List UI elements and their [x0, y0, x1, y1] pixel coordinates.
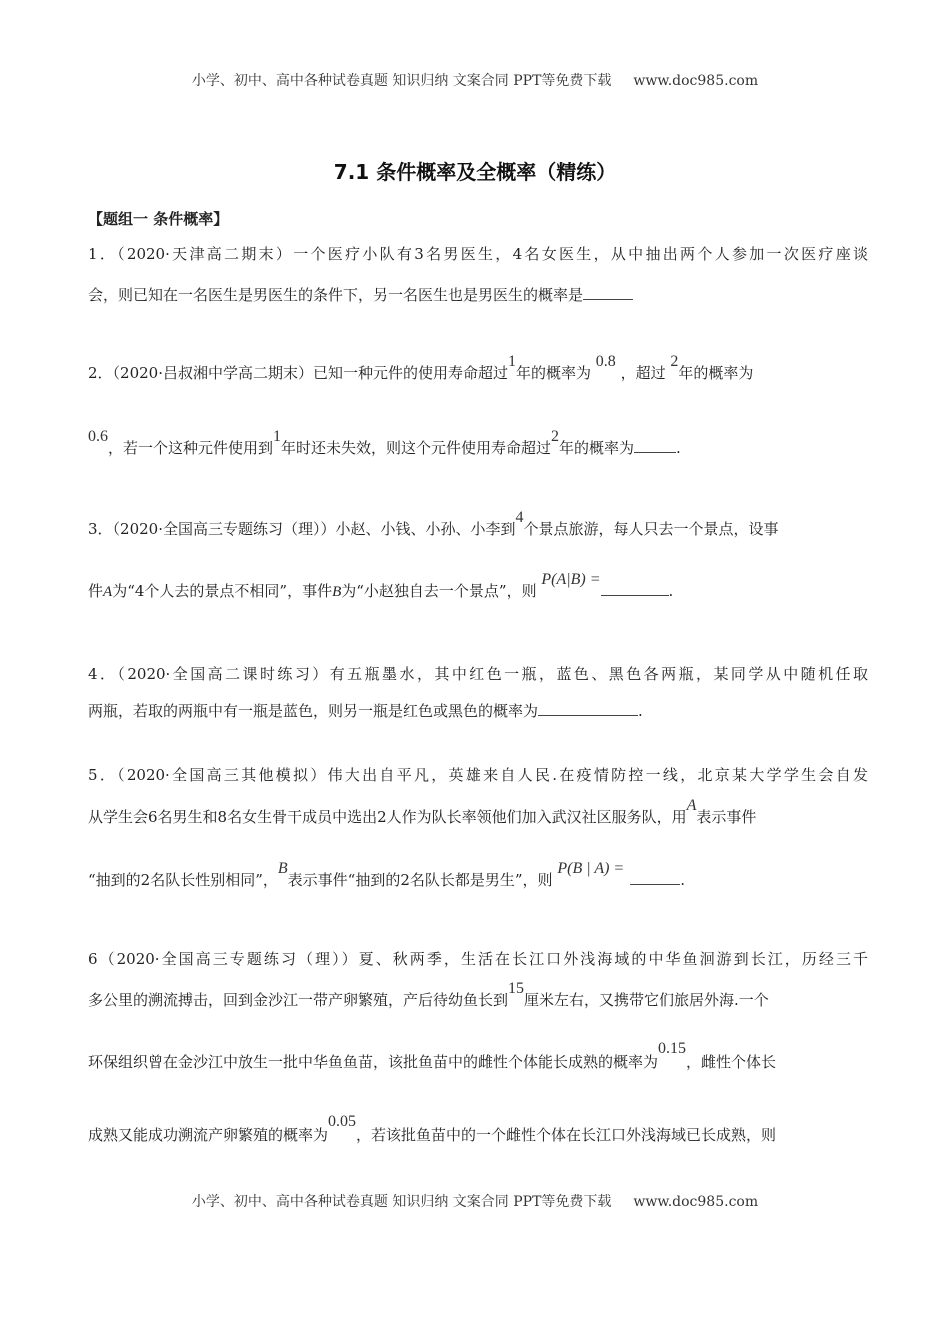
- q2-end: .: [676, 439, 681, 457]
- q2-math-6: 2: [551, 428, 560, 445]
- q2-text-f: 年时还未失效，则这个元件使用寿命超过: [281, 439, 552, 457]
- q2-text-e: ，若一个这种元件使用到: [108, 439, 274, 457]
- q2-answer-blank: [634, 438, 676, 453]
- q2-math-5: 1: [273, 428, 282, 445]
- q1-text: 会，则已知在一名医生是男医生的条件下，另一名医生也是男医生的概率是: [88, 286, 584, 304]
- q6-text-d: ，雌性个体长: [686, 1053, 777, 1071]
- q6-line-4: [88, 1113, 868, 1147]
- q3-end: .: [668, 582, 674, 600]
- q4-end: .: [638, 702, 643, 720]
- q1-answer-blank: [583, 285, 633, 300]
- footer-site-link[interactable]: www.doc985.com: [633, 1194, 759, 1210]
- q2-math-2: 0.8: [595, 353, 616, 370]
- q2-text-c: ，超过: [620, 364, 666, 382]
- footer-text: 小学、初中、高中各种试卷真题 知识归纳 文案合同 PPT等免费下载: [191, 1194, 612, 1210]
- q6-line-3: [88, 1040, 868, 1074]
- q2-line-2: [88, 428, 868, 460]
- q6-text-e: 成熟又能成功溯流产卵繁殖的概率为: [88, 1126, 329, 1144]
- q4-text: 两瓶，若取的两瓶中有一瓶是蓝色，则另一瓶是红色或黑色的概率为: [88, 702, 539, 720]
- q4-line-1: 4．（2020·全国高二课时练习）有五瓶墨水，其中红色一瓶，蓝色、黑色各两瓶，某同学从中随机任取: [88, 665, 868, 683]
- q4-answer-blank: [538, 701, 638, 716]
- q3-text-b: 个景点旅游，每人只去一个景点，设事: [523, 520, 779, 538]
- q6-math-1: 15: [508, 980, 525, 997]
- q5-event-a-1: A: [686, 797, 697, 814]
- q5-text-a: 从学生会6名男生和8名女生骨干成员中选出2人作为队长率领他们加入武汉社区服务队，用: [88, 808, 687, 826]
- q3-text-d: 为“4个人去的景点不相同”，事件: [112, 582, 333, 600]
- q3-text-e: 为“小赵独自去一个景点”，则: [341, 582, 537, 600]
- q6-line-2: [88, 980, 868, 1012]
- q2-math-1: 1: [508, 353, 516, 370]
- q2-math-3: 2: [670, 353, 679, 370]
- q3-math-1: 4: [515, 509, 524, 526]
- q2-text-g: 年的概率为: [559, 439, 635, 457]
- q1-line-2: [88, 284, 868, 306]
- q5-line-1: 5．（2020·全国高三其他模拟）伟大出自平凡，英雄来自人民.在疫情防控一线，北京某大学学生会自发: [88, 766, 868, 784]
- page-header: [0, 70, 950, 90]
- q5-text-d: 表示事件“抽到的2名队长都是男生”，则: [287, 871, 553, 889]
- q4-line-2: [88, 700, 868, 722]
- q3-event-a: A: [103, 584, 113, 600]
- q5-text-c: “抽到的2名队长性别相同”，: [88, 871, 278, 889]
- page-footer: [0, 1191, 950, 1211]
- q3-answer-blank: [601, 581, 669, 596]
- q6-math-3: 0.05: [328, 1113, 357, 1130]
- q3-text-c: 件: [88, 582, 104, 600]
- q5-end: .: [680, 871, 686, 889]
- q2-text-a: 2．（2020·吕叔湘中学高二期末）已知一种元件的使用寿命超过: [88, 364, 508, 382]
- q6-line-1: 6（2020·全国高三专题练习（理））夏、秋两季，生活在长江口外浅海域的中华鱼洄游到长江，历经三千: [88, 950, 868, 968]
- q2-text-b: 年的概率为: [516, 364, 592, 382]
- header-site-link[interactable]: www.doc985.com: [633, 73, 759, 89]
- q3-line-1: [88, 509, 868, 541]
- q3-formula: P(A|B) =: [541, 571, 601, 588]
- q3-event-b: B: [332, 584, 342, 600]
- q2-line-1: [88, 353, 868, 385]
- q5-event-b-1: B: [277, 860, 288, 877]
- q3-line-2: [88, 571, 868, 603]
- q6-text-f: ，若该批鱼苗中的一个雌性个体在长江口外浅海域已长成熟，则: [356, 1126, 777, 1144]
- q2-math-4: 0.6: [88, 428, 108, 445]
- page-title: 7.1 条件概率及全概率（精练）: [333, 160, 617, 184]
- q6-text-a: 多公里的溯流搏击，回到金沙江一带产卵繁殖，产后待幼鱼长到: [88, 991, 509, 1009]
- q5-line-3: [88, 860, 868, 892]
- group-label: 【题组一 条件概率】: [88, 210, 229, 228]
- q2-text-d: 年的概率为: [678, 364, 754, 382]
- q6-text-b: 厘米左右，又携带它们旅居外海.一个: [524, 991, 769, 1009]
- q6-text-c: 环保组织曾在金沙江中放生一批中华鱼鱼苗，该批鱼苗中的雌性个体能长成熟的概率为: [88, 1053, 659, 1071]
- header-text: 小学、初中、高中各种试卷真题 知识归纳 文案合同 PPT等免费下载: [191, 73, 612, 89]
- q5-line-2: [88, 797, 868, 829]
- q5-answer-blank: [630, 870, 680, 885]
- q6-math-2: 0.15: [658, 1040, 687, 1057]
- q5-text-b: 表示事件: [696, 808, 757, 826]
- q5-formula: P(B | A) =: [557, 860, 625, 877]
- q3-text-a: 3．（2020·全国高三专题练习（理））小赵、小钱、小孙、小李到: [88, 520, 516, 538]
- q1-line-1: 1．（2020·天津高二期末）一个医疗小队有3名男医生，4名女医生，从中抽出两个人参加一次医疗座谈: [88, 245, 868, 263]
